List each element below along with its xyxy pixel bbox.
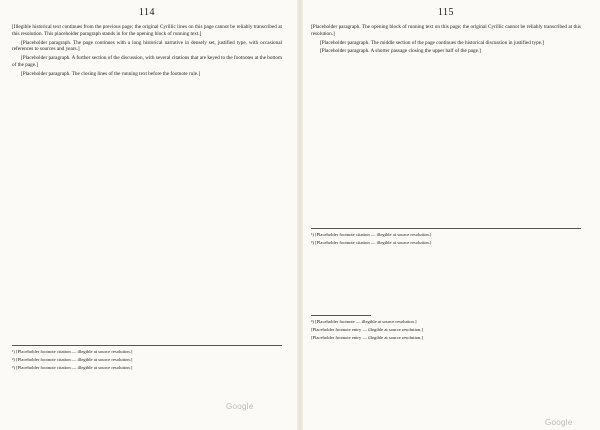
left-paragraph-3: [Placeholder paragraph. A further section of the discussion, with several citations that are keyed to the footnotes at the bottom of the page.] [12,55,282,68]
right-paragraph-2: [Placeholder paragraph. The middle section of the page continues the historical discussion in justified type.] [320,39,545,46]
left-footnote-2: ²) [Placeholder footnote citation — illegible at source resolution.] [12,356,133,362]
left-paragraph-4: [Placeholder paragraph. The closing lines of the running text before the footnote rule.] [21,70,201,77]
left-footnote-1: ¹) [Placeholder footnote citation — illegible at source resolution.] [12,349,133,354]
left-paragraph-1: [Illegible historical text continues from the previous page; the original Cyrillic lines on this page cannot be reliably transcribed at this resolution. This placeholder paragraph stands in for the opening block of running text.] [12,24,282,37]
left-footnote-3: ³) [Placeholder footnote citation — illegible at source resolution.] [12,364,133,370]
page-number-left: 114 [138,7,156,18]
left-paragraph-2: [Placeholder paragraph. The page continues with a long historical narrative in densely set, justified type, with occasional references to sources and years.] [12,39,282,53]
right-footnote-1: ¹) [Placeholder footnote citation — illegible at source resolution.] [311,232,432,237]
right-body-text [311,24,581,55]
google-watermark-left: Google [226,402,254,411]
left-body-text [12,24,282,78]
right-footnote-4: [Placeholder footnote entry — illegible at source resolution.] [311,326,424,332]
right-footnote-3: ³) [Placeholder footnote — illegible at source resolution.] [311,319,417,324]
right-footnote-2: ²) [Placeholder footnote citation — illegible at source resolution.] [311,239,432,245]
right-page [303,0,593,430]
right-footnotes-upper [311,228,581,248]
right-paragraph-1: [Placeholder paragraph. The opening block of running text on this page; the original Cyrillic cannot be reliably transcribed at this resolution.] [311,24,581,37]
footnote-divider [311,315,371,316]
google-watermark-right: Google [545,418,573,427]
right-paragraph-3: [Placeholder paragraph. A shorter passage closing the upper half of the page.] [320,48,481,55]
page-number-right: 115 [437,7,455,18]
right-footnotes-lower [311,312,581,343]
right-footnote-5: [Placeholder footnote entry — illegible at source resolution.] [311,334,424,340]
left-page [0,0,290,430]
left-footnotes [12,345,282,373]
